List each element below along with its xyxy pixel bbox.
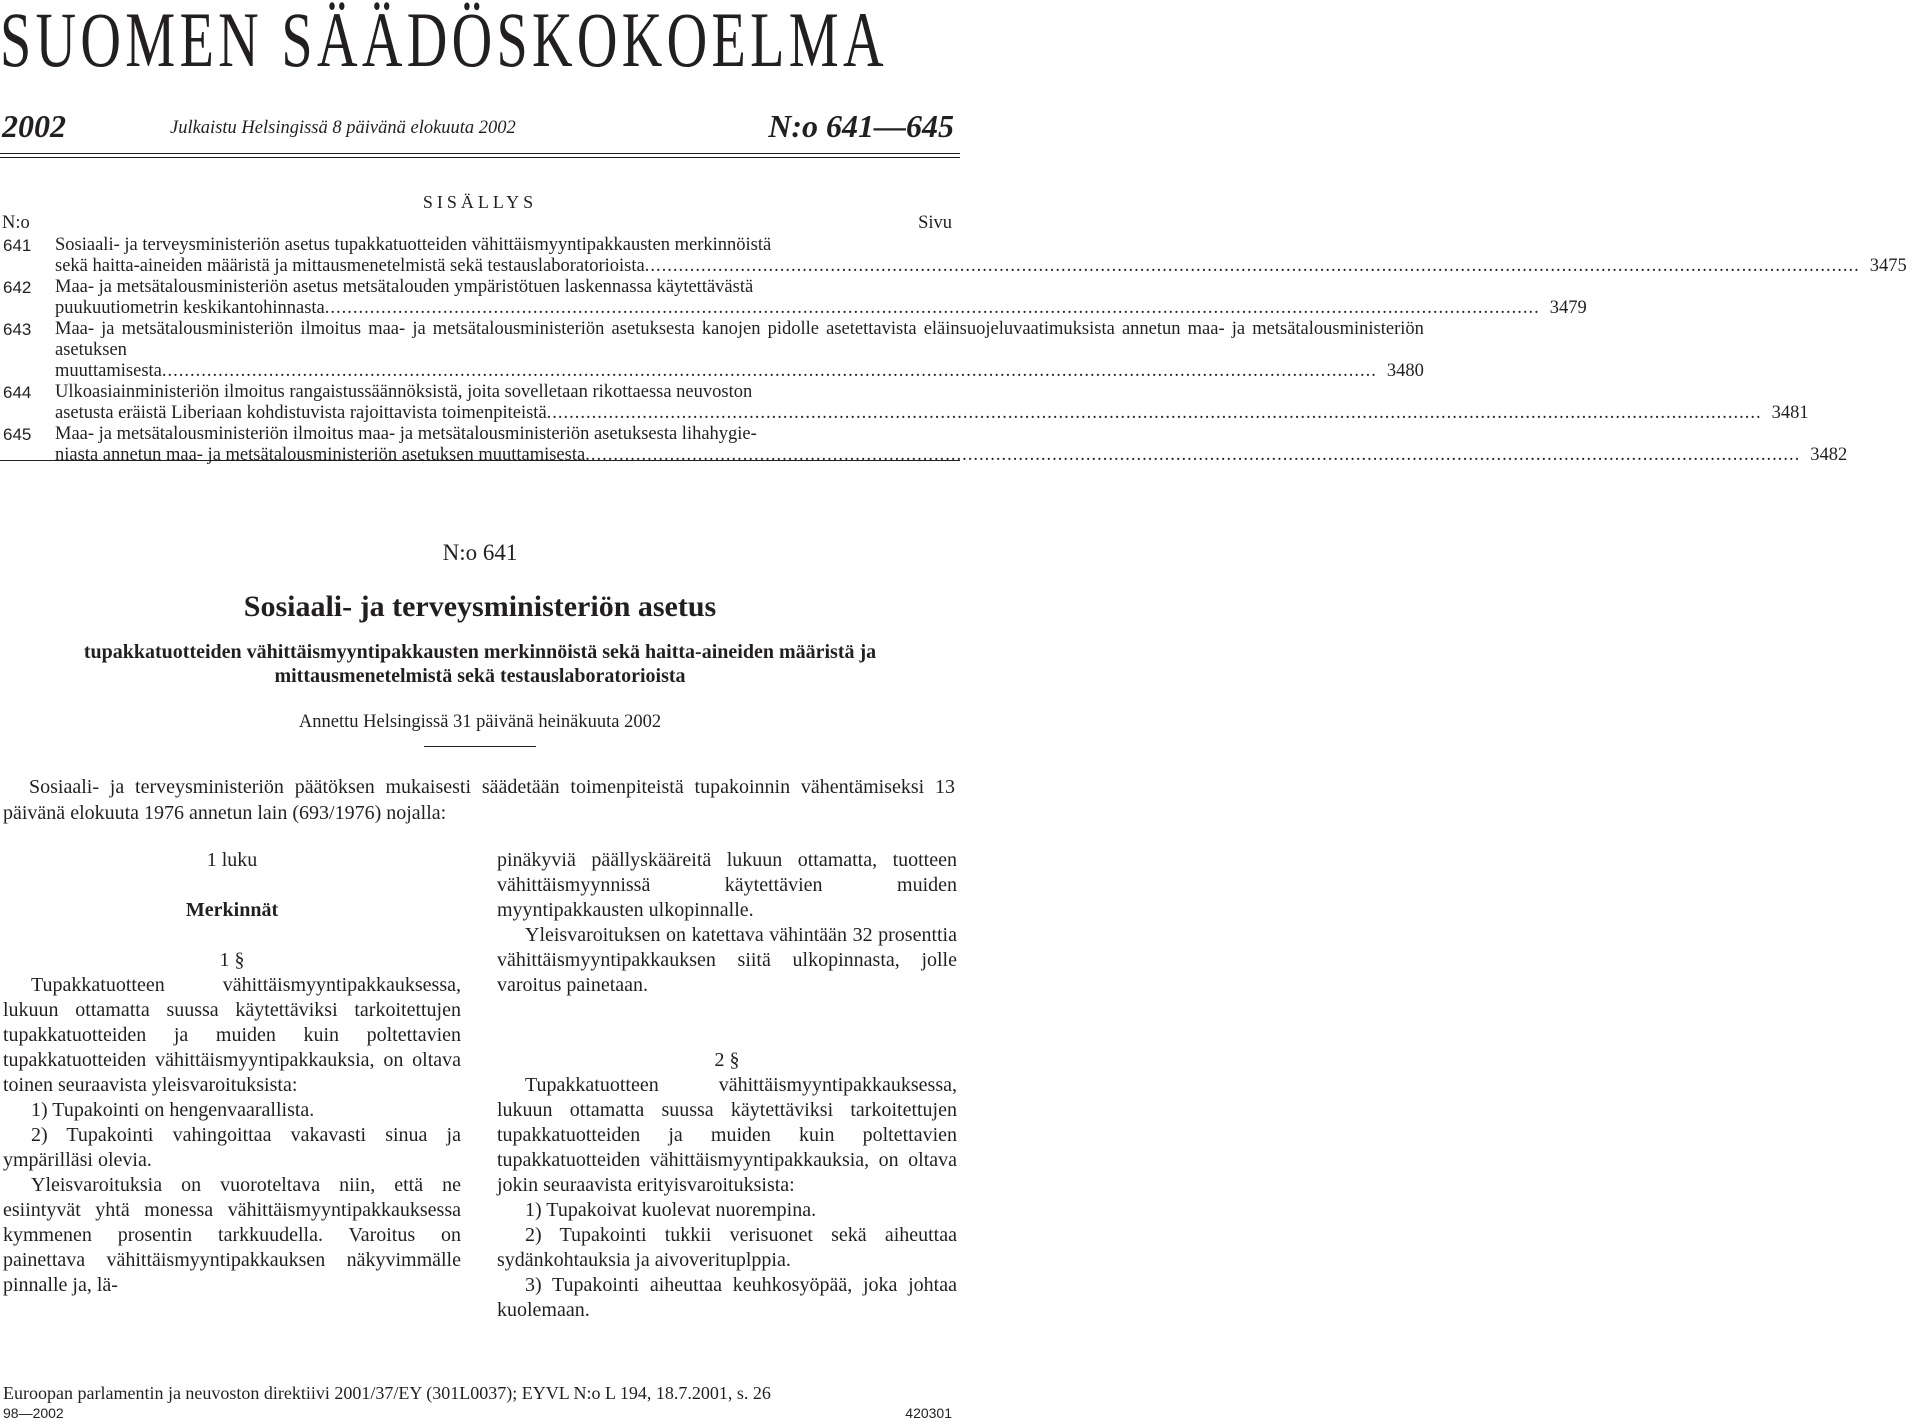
act-title: Sosiaali- ja terveysministeriön asetus — [243, 590, 717, 623]
toc-leader-dots — [547, 403, 1762, 424]
toc-page-heading: Sivu — [918, 213, 952, 233]
toc-entry-text: Sosiaali- ja terveysministeriön asetus tupakkatuotteiden vähittäismyyntipakkausten merkinnöistä — [55, 235, 772, 255]
paragraph: Tupakkatuotteen vähittäismyyntipakkauksessa, lukuun ottamatta suussa käytettäviksi tarkoitettujen tupakkatuotteiden ja muiden kuin poltettavien tupakkatuotteiden vähittäismyyntipakkauksia, on oltava toinen seuraavista yleisvaroituksista: — [3, 974, 461, 1096]
toc-entry — [0, 277, 1587, 319]
toc-entry-number: 643 — [3, 320, 32, 339]
left-column — [3, 848, 461, 1298]
issue-number: N:o 641—645 — [768, 108, 954, 144]
toc-entry — [0, 235, 1907, 277]
chapter-title: Merkinnät — [185, 899, 279, 921]
act-number: N:o 641 — [442, 540, 518, 565]
toc-entry-text: Ulkoasiainministeriön ilmoitus rangaistussäännöksistä, joita sovelletaan rikottaessa neuvoston — [55, 382, 753, 402]
toc-entry-text-end: sekä haitta-aineiden määristä ja mittausmenetelmistä sekä testauslaboratorioista — [55, 256, 645, 276]
list-item: 1) Tupakointi on hengenvaarallista. — [31, 1099, 315, 1121]
toc-leader-dots — [585, 445, 1800, 466]
footer-code-left: 98—2002 — [3, 1405, 64, 1421]
toc-entry-text: Maa- ja metsätalousministeriön ilmoitus maa- ja metsätalousministeriön asetuksesta lihahygie- — [55, 424, 757, 444]
paragraph: Tupakkatuotteen vähittäismyyntipakkauksessa, lukuun ottamatta suussa käytettäviksi tarkoitettujen tupakkatuotteiden ja muiden kuin poltettavien tupakkatuotteiden vähittäismyyntipakkauksia, on oltava jokin seuraavista erityisvaroituksista: — [497, 1074, 957, 1196]
table-of-contents — [0, 235, 1907, 466]
chapter-heading: 1 luku — [206, 849, 258, 871]
toc-leader-dots — [645, 256, 1860, 277]
toc-entry-text-end: puukuutiometrin keskikantohinnasta — [55, 298, 325, 318]
toc-entry-page: 3482 — [1810, 445, 1848, 465]
section-heading: 1 § — [219, 949, 245, 971]
toc-entry-page: 3481 — [1771, 403, 1809, 423]
header-divider — [0, 153, 960, 154]
toc-entry-text-end: asetusta eräistä Liberiaan kohdistuvista rajoittavista toimenpiteistä — [55, 403, 547, 423]
toc-entry-number: 645 — [3, 425, 32, 444]
paragraph: Yleisvaroituksia on vuoroteltava niin, että ne esiintyvät yhtä monessa vähittäismyyntipakkauksessa kymmenen prosentin tarkkuudella. Varoitus on painettava vähittäismyyntipakkauksen näkyvimmälle pinnalle ja, lä- — [3, 1174, 461, 1296]
list-item: 1) Tupakoivat kuolevat nuorempina. — [525, 1199, 817, 1221]
toc-title: SISÄLLYS — [422, 192, 538, 212]
toc-leader-dots — [325, 298, 1540, 319]
act-preamble: Sosiaali- ja terveysministeriön päätöksen mukaisesti säädetään toimenpiteistä tupakoinnin vähentämiseksi 13 päivänä elokuuta 1976 annetun lain (693/1976) nojalla: — [3, 776, 955, 824]
toc-entry-text-end: niasta annetun maa- ja metsätalousministeriön asetuksen muuttamisesta — [55, 445, 586, 465]
right-column — [497, 848, 957, 1323]
title-divider — [424, 746, 536, 747]
toc-entry-number: 644 — [3, 383, 32, 402]
publication-year: 2002 — [2, 108, 66, 144]
list-item: 3) Tupakointi aiheuttaa keuhkosyöpää, joka johtaa kuolemaan. — [497, 1274, 957, 1321]
paragraph: pinäkyviä päällyskääreitä lukuun ottamatta, tuotteen vähittäismyynnissä käytettävien muiden myyntipakkausten ulkopinnalle. — [497, 849, 957, 921]
header-divider-second — [0, 157, 960, 158]
toc-number-heading: N:o — [2, 213, 30, 233]
toc-entry-text-end: muuttamisesta — [55, 361, 162, 381]
toc-entry — [0, 319, 1424, 382]
footnote: Euroopan parlamentin ja neuvoston direktiivi 2001/37/EY (301L0037); EYVL N:o L 194, 18.7.2001, s. 26 — [3, 1383, 771, 1403]
toc-entry — [0, 382, 1809, 424]
toc-entry-page: 3479 — [1549, 298, 1587, 318]
toc-leader-dots — [162, 361, 1377, 382]
toc-entry-text: Maa- ja metsätalousministeriön ilmoitus maa- ja metsätalousministeriön asetuksesta kanojen pidolle asetettavista eläinsuojeluvaatimuksista annetun maa- ja metsätalousministeriön asetuksen — [55, 319, 1424, 360]
act-given-date: Annettu Helsingissä 31 päivänä heinäkuuta 2002 — [298, 712, 662, 732]
publication-date: Julkaistu Helsingissä 8 päivänä elokuuta 2002 — [170, 118, 516, 138]
list-item: 2) Tupakointi vahingoittaa vakavasti sinua ja ympärilläsi olevia. — [3, 1124, 461, 1171]
paragraph: Yleisvaroituksen on katettava vähintään 32 prosenttia vähittäismyyntipakkauksen siitä ulkopinnasta, jolle varoitus painetaan. — [497, 924, 957, 996]
toc-entry-number: 641 — [3, 236, 32, 255]
masthead-title: SUOMEN SÄÄDÖSKOKOELMA — [0, 0, 888, 83]
section-heading: 2 § — [714, 1049, 740, 1071]
toc-entry-page: 3475 — [1869, 256, 1907, 276]
list-item: 2) Tupakointi tukkii verisuonet sekä aiheuttaa sydänkohtauksia ja aivoverituplppia. — [497, 1224, 957, 1271]
toc-entry-number: 642 — [3, 278, 32, 297]
masthead — [0, 0, 960, 83]
act-subtitle: tupakkatuotteiden vähittäismyyntipakkausten merkinnöistä sekä haitta-aineiden määristä ja mittausmenetelmistä sekä testauslaboratorioista — [83, 641, 877, 687]
toc-entry-page: 3480 — [1386, 361, 1424, 381]
toc-divider — [0, 460, 960, 461]
footer-code-right: 420301 — [905, 1405, 952, 1421]
toc-entry-text: Maa- ja metsätalousministeriön asetus metsätalouden ympäristötuen laskennassa käytettävästä — [55, 277, 754, 297]
